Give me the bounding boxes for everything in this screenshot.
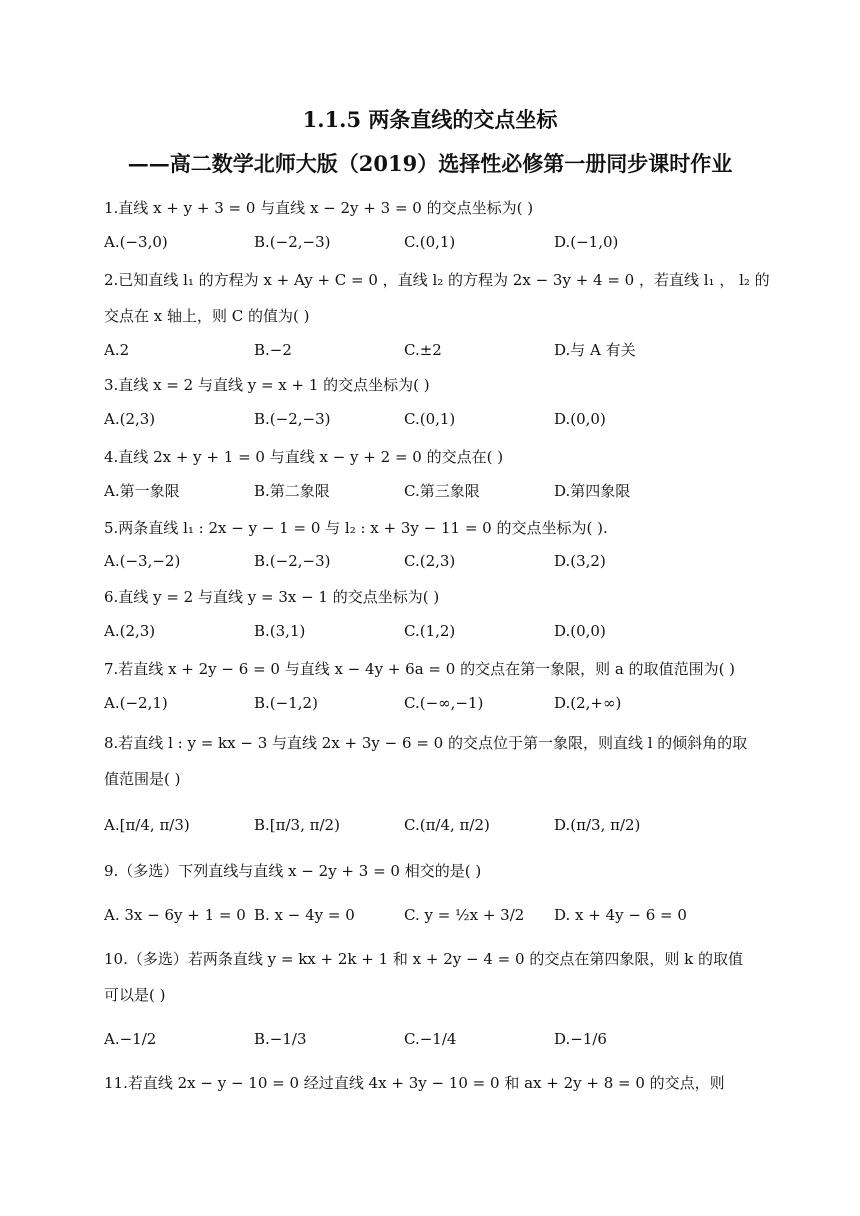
option-d: D.−1/6 (554, 1030, 607, 1048)
option-d: D. x + 4y − 6 = 0 (554, 906, 687, 924)
option-a: A.[π/4, π/3) (104, 816, 190, 834)
option-a: A.(−2,1) (104, 694, 168, 712)
option-d: D.第四象限 (554, 482, 631, 500)
option-b: B.(−2,−3) (254, 552, 331, 570)
option-a: A.(−3,0) (104, 233, 168, 251)
option-a: A.2 (104, 341, 130, 359)
option-c: C.(1,2) (404, 622, 456, 640)
question-4-options (104, 476, 764, 506)
option-b: B.(3,1) (254, 622, 306, 640)
question-7-stem: 7.若直线 x + 2y − 6 = 0 与直线 x − 4y + 6a = 0 的交点在第一象限，则 a 的取值范围为( ) (104, 660, 736, 678)
option-d: D.(0,0) (554, 622, 606, 640)
question-2-stem-cont: 交点在 x 轴上，则 C 的值为( ) (104, 307, 310, 325)
option-b: B.(−1,2) (254, 694, 318, 712)
question-9-options (104, 900, 764, 930)
option-b: B.(−2,−3) (254, 410, 331, 428)
option-b: B.−1/3 (254, 1030, 307, 1048)
option-b: B.(−2,−3) (254, 233, 331, 251)
question-10-stem: 10.（多选）若两条直线 y = kx + 2k + 1 和 x + 2y − 4 = 0 的交点在第四象限，则 k 的取值 (104, 950, 743, 968)
option-d: D.(π/3, π/2) (554, 816, 641, 834)
option-a: A.(−3,−2) (104, 552, 181, 570)
option-c: C.(π/4, π/2) (404, 816, 490, 834)
option-d: D.(3,2) (554, 552, 606, 570)
question-5-options (104, 546, 764, 576)
question-1-stem: 1.直线 x + y + 3 = 0 与直线 x − 2y + 3 = 0 的交点坐标为( ) (104, 199, 534, 217)
option-c: C.第三象限 (404, 482, 480, 500)
question-11-stem: 11.若直线 2x − y − 10 = 0 经过直线 4x + 3y − 10 = 0 和 ax + 2y + 8 = 0 的交点，则 (104, 1074, 725, 1092)
option-c: C.−1/4 (404, 1030, 457, 1048)
option-c: C.±2 (404, 341, 442, 359)
question-3-stem: 3.直线 x = 2 与直线 y = x + 1 的交点坐标为( ) (104, 376, 430, 394)
question-8-stem-cont: 值范围是( ) (104, 770, 181, 788)
option-d: D.与 A 有关 (554, 341, 636, 359)
option-b: B.第二象限 (254, 482, 330, 500)
question-2-stem: 2.已知直线 l₁ 的方程为 x + Ay + C = 0 ，直线 l₂ 的方程为 2x − 3y + 4 = 0 ，若直线 l₁ ， l₂ 的 (104, 271, 770, 289)
option-b: B.−2 (254, 341, 292, 359)
question-10-stem-cont: 可以是( ) (104, 986, 166, 1004)
question-9-stem: 9.（多选）下列直线与直线 x − 2y + 3 = 0 相交的是( ) (104, 862, 482, 880)
option-b: B.[π/3, π/2) (254, 816, 340, 834)
option-a: A.第一象限 (104, 482, 180, 500)
option-a: A.(2,3) (104, 410, 156, 428)
option-a: A.(2,3) (104, 622, 156, 640)
option-c: C.(0,1) (404, 233, 456, 251)
question-5-stem: 5.两条直线 l₁ : 2x − y − 1 = 0 与 l₂ : x + 3y − 11 = 0 的交点坐标为( ). (104, 519, 608, 537)
option-d: D.(0,0) (554, 410, 606, 428)
question-7-options (104, 688, 764, 718)
question-6-stem: 6.直线 y = 2 与直线 y = 3x − 1 的交点坐标为( ) (104, 588, 440, 606)
option-c: C. y = ½x + 3/2 (404, 906, 525, 924)
question-4-stem: 4.直线 2x + y + 1 = 0 与直线 x − y + 2 = 0 的交点在( ) (104, 448, 504, 466)
option-c: C.(−∞,−1) (404, 694, 484, 712)
question-6-options (104, 616, 764, 646)
question-10-options (104, 1024, 764, 1054)
question-2-options (104, 335, 764, 365)
option-b: B. x − 4y = 0 (254, 906, 355, 924)
page-subtitle: ——高二数学北师大版（2019）选择性必修第一册同步课时作业 (127, 151, 733, 176)
question-8-options (104, 810, 764, 840)
question-8-stem: 8.若直线 l : y = kx − 3 与直线 2x + 3y − 6 = 0 的交点位于第一象限，则直线 l 的倾斜角的取 (104, 734, 748, 752)
option-c: C.(2,3) (404, 552, 456, 570)
option-a: A.−1/2 (104, 1030, 157, 1048)
option-d: D.(2,+∞) (554, 694, 622, 712)
option-a: A. 3x − 6y + 1 = 0 (104, 906, 246, 924)
question-3-options (104, 404, 764, 434)
question-1-options (104, 227, 764, 257)
option-c: C.(0,1) (404, 410, 456, 428)
option-d: D.(−1,0) (554, 233, 619, 251)
page-title: 1.1.5 两条直线的交点坐标 (302, 107, 558, 132)
